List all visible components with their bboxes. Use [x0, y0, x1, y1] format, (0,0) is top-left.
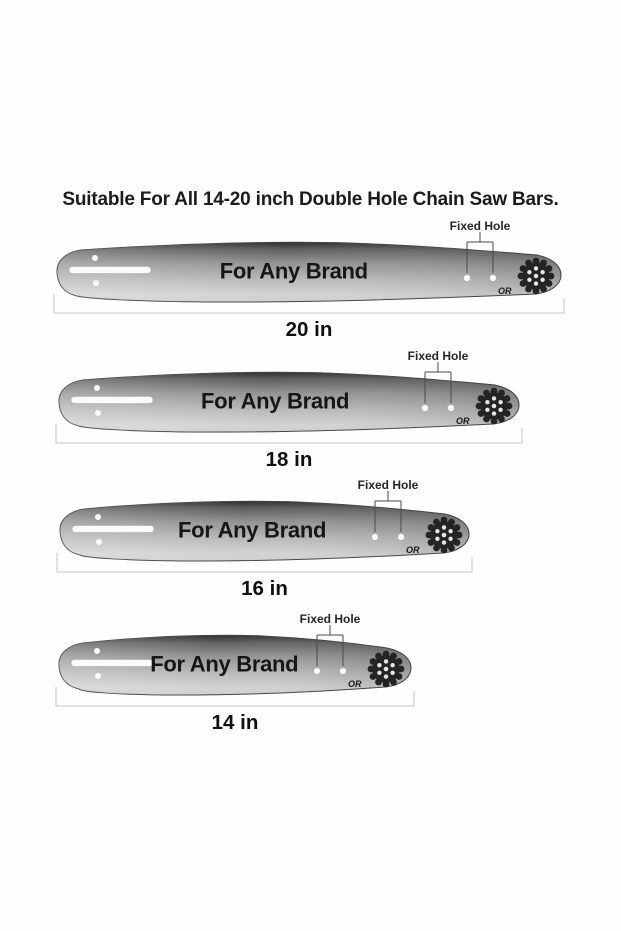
upper-mount-hole	[94, 648, 100, 654]
mount-slot	[71, 397, 153, 404]
upper-mount-hole	[95, 514, 101, 520]
size-label: 18 in	[265, 448, 313, 471]
lower-mount-hole	[93, 280, 99, 286]
fixed-hole	[372, 534, 378, 540]
fixed-hole-label: Fixed Hole	[299, 612, 361, 626]
fixed-hole	[448, 405, 454, 411]
upper-mount-hole	[94, 385, 100, 391]
mount-slot	[72, 526, 154, 533]
brand-mark: OR	[348, 679, 362, 689]
fixed-hole	[464, 275, 470, 281]
upper-mount-hole	[92, 255, 98, 261]
brand-text: For Any Brand	[219, 258, 368, 284]
chainsaw-bar-14in	[53, 594, 417, 738]
mount-slot	[71, 660, 153, 667]
size-label: 14 in	[211, 711, 259, 734]
brand-mark: OR	[456, 416, 470, 426]
brand-mark: OR	[406, 545, 420, 555]
brand-mark: OR	[498, 286, 512, 296]
fixed-hole	[398, 534, 404, 540]
page-title: Suitable For All 14-20 inch Double Hole Chain Saw Bars.	[62, 189, 559, 210]
fixed-hole-label: Fixed Hole	[357, 478, 419, 492]
mount-slot	[69, 267, 151, 274]
size-label: 16 in	[241, 577, 288, 600]
fixed-hole-label: Fixed Hole	[407, 349, 469, 363]
lower-mount-hole	[95, 673, 101, 679]
fixed-hole	[340, 668, 346, 674]
lower-mount-hole	[95, 410, 101, 416]
chainsaw-bar-20in	[51, 201, 567, 345]
brand-text: For Any Brand	[201, 388, 350, 414]
chainsaw-bar-16in	[54, 460, 475, 604]
size-label: 20 in	[285, 318, 333, 341]
lower-mount-hole	[96, 539, 102, 545]
brand-text: For Any Brand	[178, 517, 327, 543]
chainsaw-bar-18in	[53, 331, 525, 475]
brand-text: For Any Brand	[150, 651, 299, 677]
fixed-hole	[490, 275, 496, 281]
fixed-hole	[422, 405, 428, 411]
fixed-hole	[314, 668, 320, 674]
fixed-hole-label: Fixed Hole	[449, 219, 511, 233]
